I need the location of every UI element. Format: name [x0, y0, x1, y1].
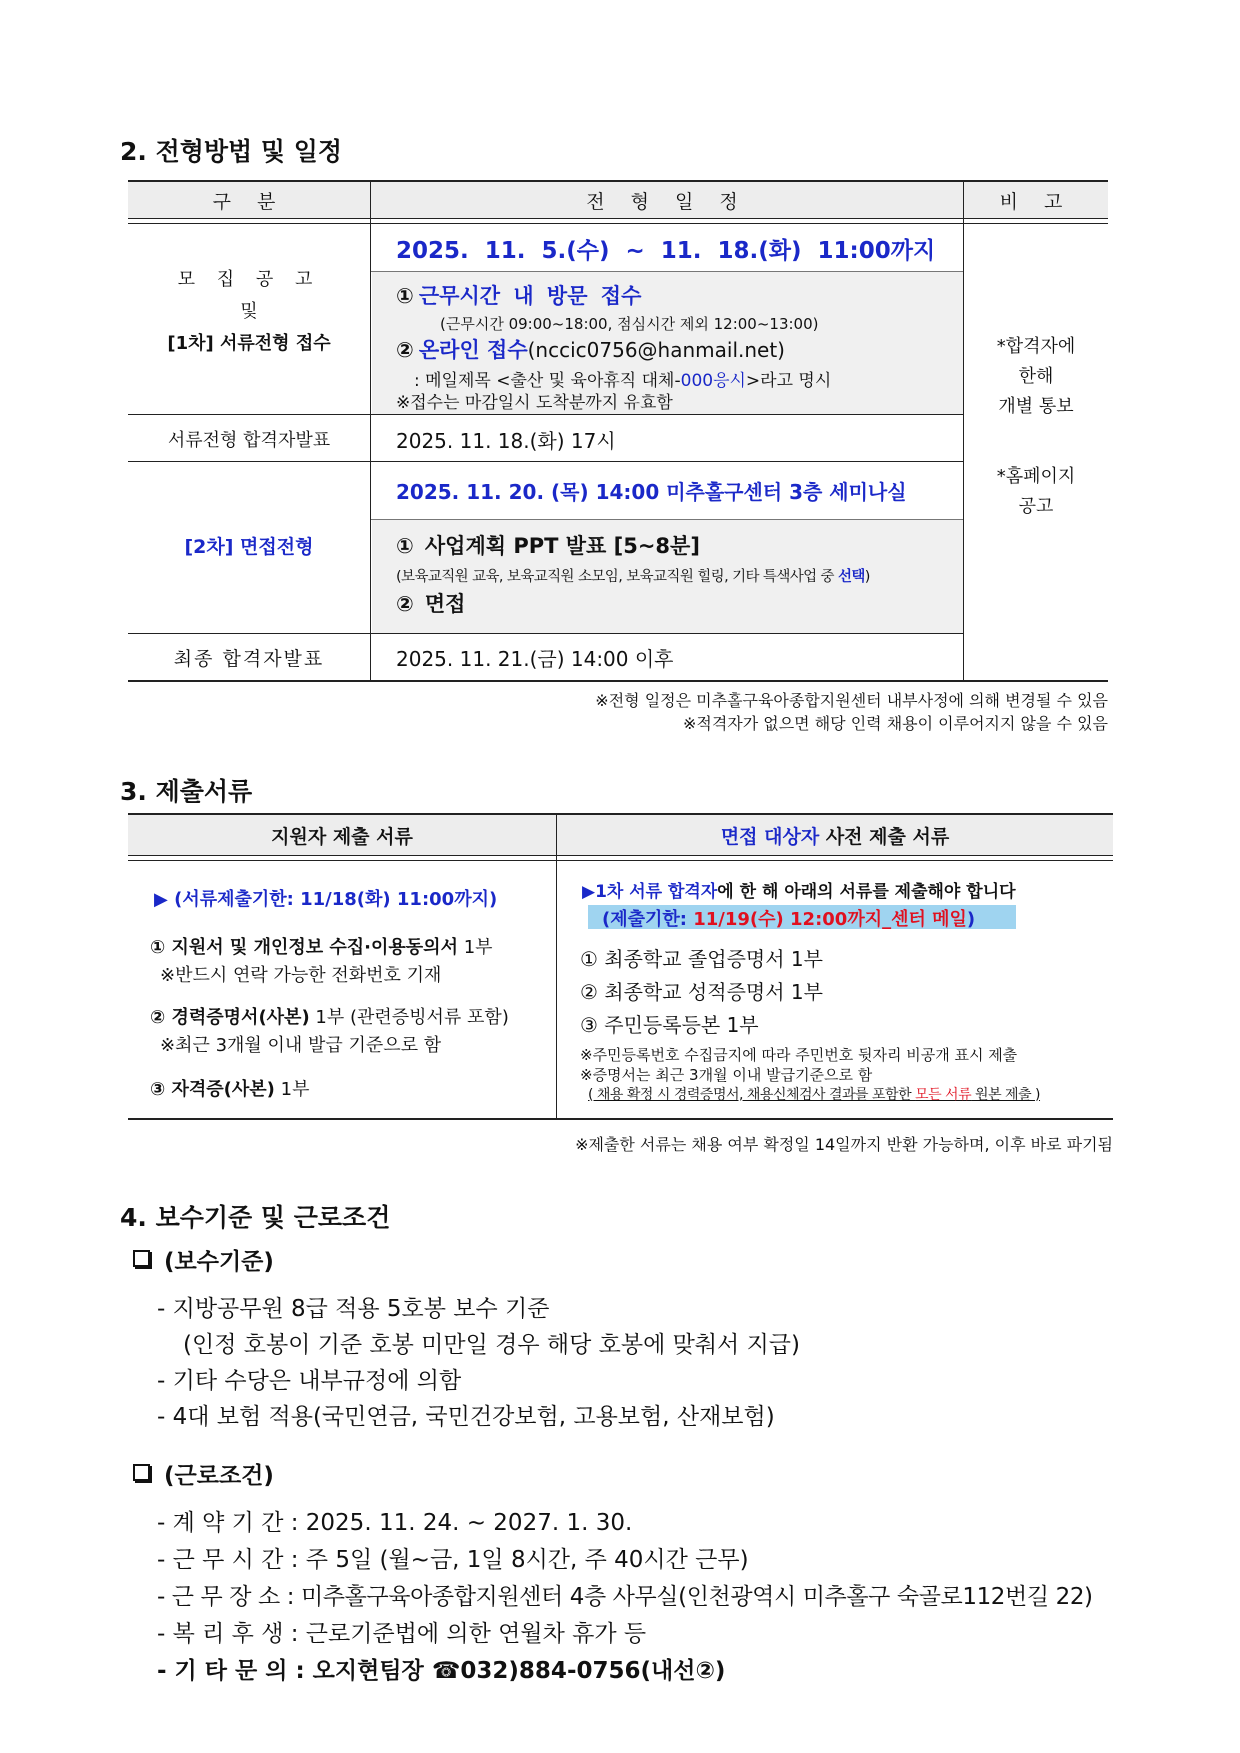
- contact-info: - 기 타 문 의 : 오지현팀장 ☎032)884-0756(내선②): [157, 1658, 726, 1684]
- original-docs-note: ( 채용 확정 시 경력증명서, 채용신체검사 결과를 포함한 모든 서류 원본 제출 ): [588, 1087, 1041, 1103]
- schedule-table: [128, 180, 1108, 682]
- submission-deadline: ▶ (서류제출기한: 11/18(화) 11:00까지): [154, 889, 498, 910]
- table-header-remarks: 비 고: [964, 182, 1108, 218]
- section4-title: 4. 보수기준 및 근로조건: [120, 1203, 391, 1232]
- online-application: ② 온라인 접수(nccic0756@hanmail.net): [396, 338, 785, 362]
- work-conditions-heading: (근로조건): [133, 1457, 274, 1490]
- documents-note: ※제출한 서류는 채용 여부 확정일 14일까지 반환 가능하며, 이후 바로 파기됨: [575, 1135, 1113, 1154]
- header-applicant-docs: 지원자 제출 서류: [128, 815, 556, 855]
- passers-intro: ▶1차 서류 합격자에 한 해 아래의 서류를 제출해야 합니다: [582, 882, 1016, 902]
- pay-item: - 기타 수당은 내부규정에 의함: [157, 1368, 462, 1394]
- doc-screening-result-label: 서류전형 합격자발표: [167, 430, 331, 451]
- condition-item: - 복 리 후 생 : 근로기준법에 의한 연월차 휴가 등: [157, 1621, 647, 1647]
- pay-item: - 4대 보험 적용(국민연금, 국민건강보험, 고용보험, 산재보험): [157, 1404, 775, 1430]
- documents-table: [128, 813, 1113, 1120]
- final-result-date: 2025. 11. 21.(금) 14:00 이후: [396, 647, 674, 671]
- condition-item: - 근 무 시 간 : 주 5일 (월~금, 1일 8시간, 주 40시간 근무): [157, 1547, 749, 1573]
- visit-application-note: (근무시간 09:00~18:00, 점심시간 제외 12:00~13:00): [440, 315, 819, 333]
- doc-graduation-cert: ① 최종학교 졸업증명서 1부: [580, 947, 823, 971]
- table-header-schedule: 전 형 일 정: [371, 182, 963, 218]
- section3-title: 3. 제출서류: [120, 777, 253, 806]
- remarks: *합격자에 한해 개별 통보 *홈페이지 공고: [996, 336, 1076, 517]
- checkbox-bullet-icon: [133, 1250, 150, 1267]
- condition-item: - 근 무 장 소 : 미추홀구육아종합지원센터 4층 사무실(인천광역시 미추홀구 숙골로112번길 22): [157, 1584, 1093, 1610]
- checkbox-bullet-icon: [133, 1464, 150, 1481]
- schedule-notes: ※전형 일정은 미추홀구육아종합지원센터 내부사정에 의해 변경될 수 있음 ※적격자가 없으면 해당 인력 채용이 이루어지지 않을 수 있음: [595, 691, 1108, 733]
- ppt-presentation: ① 사업계획 PPT 발표 [5~8분]: [396, 534, 700, 558]
- pay-item: (인정 호봉이 기준 호봉 미만일 경우 해당 호봉에 맞춰서 지급): [183, 1332, 800, 1358]
- doc-application-form: ① 지원서 및 개인정보 수집·이용동의서 1부: [150, 937, 493, 958]
- doc-career-note: ※최근 3개월 이내 발급 기준으로 함: [160, 1035, 442, 1056]
- section2-title: 2. 전형방법 및 일정: [120, 137, 343, 166]
- visit-application: ① 근무시간 내 방문 접수: [396, 284, 642, 308]
- final-result-label: 최종 합격자발표: [173, 648, 325, 670]
- row-recruitment-label: 모 집 공 고 및 [1차] 서류전형 접수: [167, 269, 331, 354]
- deadline-note: ※접수는 마감일시 도착분까지 유효함: [396, 393, 673, 413]
- doc-license: ③ 자격증(사본) 1부: [150, 1079, 310, 1100]
- resident-number-note: ※주민등록번호 수집금지에 따라 주민번호 뒷자리 비공개 표시 제출: [580, 1046, 1018, 1064]
- doc-transcript: ② 최종학교 성적증명서 1부: [580, 980, 823, 1004]
- recruitment-period: 2025. 11. 5.(수) ~ 11. 18.(화) 11:00까지: [396, 238, 936, 264]
- header-interviewee-docs: 면접 대상자 사전 제출 서류: [557, 815, 1113, 855]
- doc-application-note: ※반드시 연락 가능한 전화번호 기재: [160, 965, 442, 986]
- pay-standard-heading: (보수기준): [133, 1243, 274, 1276]
- table-header-category: 구 분: [128, 182, 370, 218]
- doc-resident-register: ③ 주민등록등본 1부: [580, 1013, 759, 1037]
- doc-screening-result-date: 2025. 11. 18.(화) 17시: [396, 429, 616, 453]
- ppt-topic-note: (보육교직원 교육, 보육교직원 소모임, 보육교직원 힐링, 기타 특색사업 중 선택): [396, 569, 870, 585]
- interview-item: ② 면접: [396, 592, 466, 616]
- interview-date: 2025. 11. 20. (목) 14:00 미추홀구센터 3층 세미나실: [396, 480, 907, 504]
- passers-deadline: (제출기한: 11/19(수) 12:00까지_센터 메일): [588, 905, 1016, 929]
- doc-career-certificate: ② 경력증명서(사본) 1부 (관련증빙서류 포함): [150, 1007, 509, 1028]
- interview-label: [2차] 면접전형: [184, 536, 314, 558]
- email-subject-note: : 메일제목 <출산 및 육아휴직 대체-000응시>라고 명시: [414, 371, 832, 391]
- pay-item: - 지방공무원 8급 적용 5호봉 보수 기준: [157, 1296, 550, 1322]
- certificate-note: ※증명서는 최근 3개월 이내 발급기준으로 함: [580, 1066, 873, 1084]
- condition-item: - 계 약 기 간 : 2025. 11. 24. ~ 2027. 1. 30.: [157, 1510, 633, 1536]
